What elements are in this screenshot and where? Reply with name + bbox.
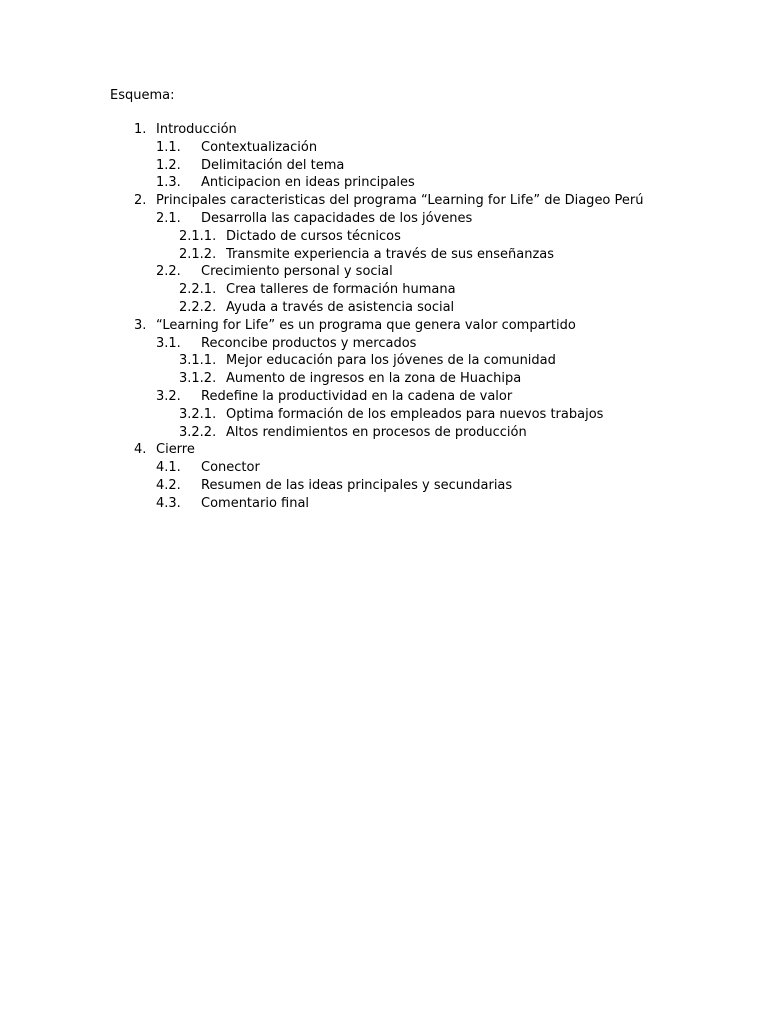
outline-item-level-2 <box>0 174 768 192</box>
outline-item-level-2 <box>0 495 768 513</box>
outline-item-number: 1. <box>134 122 147 137</box>
outline-item-text: Delimitación del tema <box>201 157 345 173</box>
outline-item-text: Crecimiento personal y social <box>201 264 393 280</box>
outline-item-number: 4.1. <box>156 460 181 476</box>
outline-item-number: 1.3. <box>156 175 181 191</box>
outline-item-level-2 <box>0 388 768 406</box>
outline-item-number: 2. <box>134 193 147 209</box>
outline-item-text: Crea talleres de formación humana <box>226 282 456 298</box>
outline-item-number: 3.1.1. <box>179 353 217 369</box>
outline-list <box>0 121 768 513</box>
outline-item-text: Dictado de cursos técnicos <box>226 228 401 244</box>
outline-item-number: 3.2. <box>156 388 181 404</box>
outline-item-text: Contextualización <box>201 139 318 155</box>
outline-item-text: Comentario final <box>201 495 310 511</box>
outline-item-level-1 <box>0 192 768 210</box>
outline-item-text: Mejor educación para los jóvenes de la comunidad <box>226 353 556 369</box>
outline-item-level-3 <box>0 406 768 424</box>
outline-item-number: 2.2.1. <box>179 282 217 298</box>
outline-item-number: 2.1.2. <box>179 246 217 262</box>
outline-item-level-2 <box>0 459 768 477</box>
outline-item-level-1 <box>0 121 768 139</box>
outline-item-level-2 <box>0 157 768 175</box>
outline-item-level-2 <box>0 335 768 353</box>
outline-item-text: “Learning for Life” es un programa que genera valor compartido <box>156 317 576 333</box>
outline-item-level-3 <box>0 424 768 442</box>
outline-item-number: 4.2. <box>156 477 181 493</box>
outline-item-level-2 <box>0 263 768 281</box>
outline-item-level-1 <box>0 317 768 335</box>
outline-item-text: Altos rendimientos en procesos de producción <box>226 424 527 440</box>
outline-item-number: 2.1.1. <box>179 228 217 244</box>
outline-item-text: Reconcibe productos y mercados <box>201 335 417 351</box>
outline-item-level-1 <box>0 441 768 459</box>
outline-item-number: 3.1. <box>156 335 181 351</box>
outline-item-level-3 <box>0 281 768 299</box>
outline-item-level-2 <box>0 139 768 157</box>
outline-item-text: Aumento de ingresos en la zona de Huachipa <box>226 371 522 387</box>
outline-item-number: 2.1. <box>156 210 181 226</box>
outline-item-text: Cierre <box>156 442 195 458</box>
outline-item-text: Anticipacion en ideas principales <box>201 175 415 191</box>
outline-item-level-2 <box>0 477 768 495</box>
outline-item-level-3 <box>0 228 768 246</box>
outline-item-text: Redefine la productividad en la cadena de valor <box>201 388 513 404</box>
outline-item-level-3 <box>0 370 768 388</box>
outline-item-number: 4. <box>134 442 147 458</box>
outline-item-number: 3.2.2. <box>179 424 217 440</box>
outline-item-number: 1.1. <box>156 139 181 155</box>
document-heading: Esquema: <box>110 88 175 103</box>
outline-item-text: Desarrolla las capacidades de los jóvenes <box>201 210 473 226</box>
outline-item-text: Introducción <box>156 122 237 137</box>
outline-item-level-3 <box>0 352 768 370</box>
outline-item-text: Resumen de las ideas principales y secundarias <box>201 477 513 493</box>
outline-item-level-3 <box>0 246 768 264</box>
outline-item-level-3 <box>0 299 768 317</box>
outline-item-text: Ayuda a través de asistencia social <box>226 299 455 315</box>
outline-item-text: Transmite experiencia a través de sus enseñanzas <box>226 246 555 262</box>
outline-item-number: 3. <box>134 317 147 333</box>
outline-item-number: 2.2. <box>156 264 181 280</box>
outline-item-number: 1.2. <box>156 157 181 173</box>
outline-item-number: 3.2.1. <box>179 406 217 422</box>
outline-item-text: Principales caracteristicas del programa “Learning for Life” de Diageo Perú <box>156 193 644 209</box>
outline-item-number: 3.1.2. <box>179 371 217 387</box>
outline-item-number: 2.2.2. <box>179 299 217 315</box>
outline-item-text: Optima formación de los empleados para nuevos trabajos <box>226 406 604 422</box>
outline-item-text: Conector <box>201 460 260 476</box>
outline-item-level-2 <box>0 210 768 228</box>
outline-item-number: 4.3. <box>156 495 181 511</box>
